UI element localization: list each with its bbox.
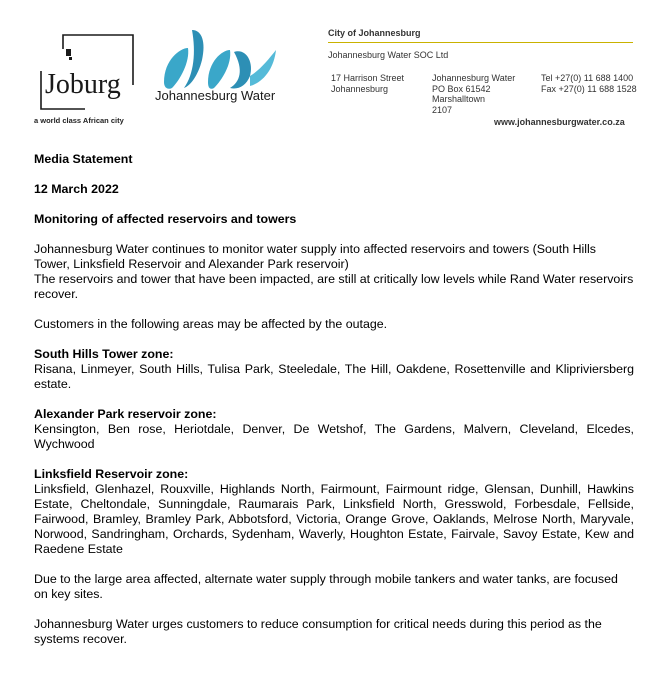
zone-heading: Linksfield Reservoir zone: xyxy=(34,467,189,481)
zone-areas: Linksfield, Glenhazel, Rouxville, Highlands North, Fairmount, Fairmount ridge, Glensan, Dunhill, Hawkins Estate, Cheltondale, Sunningdale, Raumarais Park, Linksfield North, Gresswold, Forbesdale, Fellside, Fairwood, Bramley, Bramley Park, Abbotsford, Victoria, Orange Grove, Oaklands, Melrose North, Maryvale, Norwood, Sandringham, Orchards, Sydenham, Waverly, Houghton Estate, Fairvale, Savoy Estate, Kew and Raedene Estate xyxy=(34,482,634,556)
statement-body xyxy=(34,152,634,647)
address-line: 2107 xyxy=(432,104,453,115)
affected-areas-intro: Customers in the following areas may be affected by the outage. xyxy=(34,317,388,331)
zone-heading: Alexander Park reservoir zone: xyxy=(34,407,217,421)
fax: Fax +27(0) 11 688 1528 xyxy=(541,83,637,94)
address-line: Johannesburg Water xyxy=(432,73,516,83)
zone-heading: South Hills Tower zone: xyxy=(34,347,174,361)
joburg-logo xyxy=(33,27,143,115)
contact-numbers xyxy=(541,73,637,94)
zone-areas: Risana, Linmeyer, South Hills, Tulisa Park, Steeledale, The Hill, Oakdene, Rosettenville and Klipriviersberg estate. xyxy=(34,362,634,391)
company-name: Johannesburg Water SOC Ltd xyxy=(328,50,449,60)
postal-address xyxy=(432,73,515,115)
statement-type: Media Statement xyxy=(34,152,133,166)
header-rule xyxy=(328,42,633,43)
address-line: Johannesburg xyxy=(331,83,389,94)
zone-areas: Kensington, Ben rose, Heriotdale, Denver, De Wetshof, The Gardens, Malvern, Cleveland, Elcedes, Wychwood xyxy=(34,422,634,451)
joburg-logo-text: Joburg xyxy=(45,69,121,100)
intro-paragraph: Johannesburg Water continues to monitor water supply into affected reservoirs and towers (South Hills Tower, Linksfield Reservoir and Alexander Park reservoir) xyxy=(34,242,596,271)
joburg-tagline: a world class African city xyxy=(34,116,124,125)
address-line: 17 Harrison Street xyxy=(331,73,405,83)
statement-title: Monitoring of affected reservoirs and towers xyxy=(34,212,297,226)
tankers-paragraph: Due to the large area affected, alternate water supply through mobile tankers and water tanks, are focused on key sites. xyxy=(34,572,618,601)
intro-paragraph: The reservoirs and tower that have been impacted, are still at critically low levels while Rand Water reservoirs recover. xyxy=(34,272,634,301)
statement-date: 12 March 2022 xyxy=(34,182,119,196)
address-line: Marshalltown xyxy=(432,94,486,104)
consumption-paragraph: Johannesburg Water urges customers to reduce consumption for critical needs during this period as the systems recover. xyxy=(34,617,602,646)
telephone: Tel +27(0) 11 688 1400 xyxy=(541,73,634,83)
city-name: City of Johannesburg xyxy=(328,28,421,38)
street-address xyxy=(331,73,404,94)
johannesburg-water-logo-name: Johannesburg Water xyxy=(155,88,276,103)
website-link[interactable]: www.johannesburgwater.co.za xyxy=(494,117,625,127)
address-line: PO Box 61542 xyxy=(432,83,491,94)
